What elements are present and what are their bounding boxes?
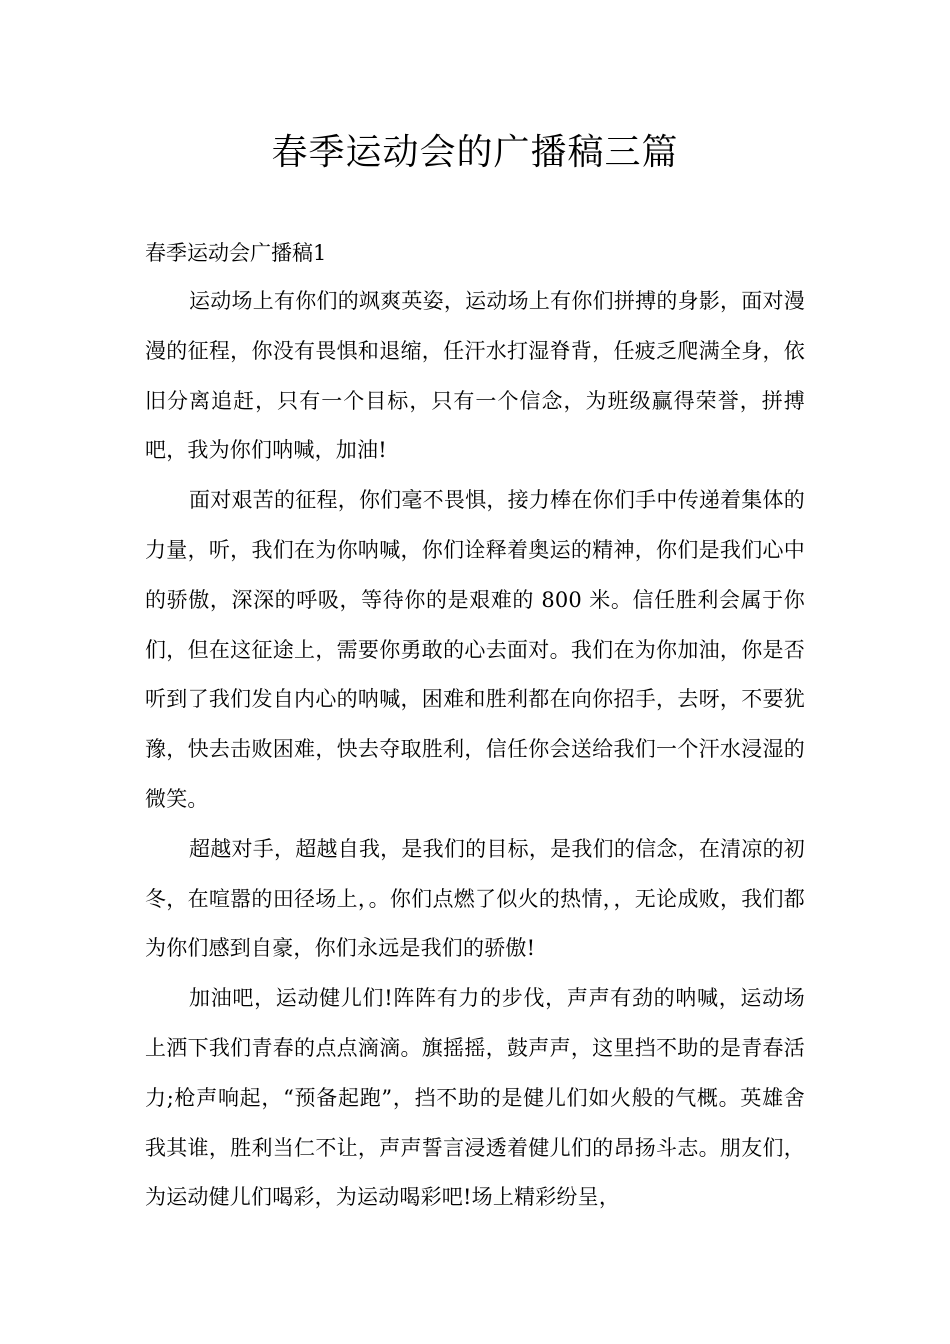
section-heading: 春季运动会广播稿1 (145, 241, 327, 265)
paragraph-2: 面对艰苦的征程，你们毫不畏惧，接力棒在你们手中传递着集体的力量，听，我们在为你呐喊，你们诠释着奥运的精神，你们是我们心中的骄傲，深深的呼吸，等待你的是艰难的 800 米。信任胜利会属于你们，但在这征途上，需要你勇敢的心去面对。我们在为你加油，你是否听到了我们发自内心的呐喊，困难和胜利都在向你招手，去呀，不要犹豫，快去击败困难，快去夺取胜利，信任你会送给我们一个汗水浸湿的微笑。 (145, 488, 805, 811)
document-title: 春季运动会的广播稿三篇 (271, 132, 679, 173)
document-body (145, 232, 805, 1223)
paragraph-3: 超越对手，超越自我，是我们的目标，是我们的信念，在清凉的初冬，在喧嚣的田径场上，。你们点燃了似火的热情，，无论成败，我们都为你们感到自豪，你们永远是我们的骄傲! (145, 836, 805, 961)
paragraph-1: 运动场上有你们的飒爽英姿，运动场上有你们拼搏的身影，面对漫漫的征程，你没有畏惧和退缩，任汗水打湿脊背，任疲乏爬满全身，依旧分离追赶，只有一个目标，只有一个信念，为班级赢得荣誉，拼搏吧，我为你们呐喊，加油! (145, 289, 805, 463)
paragraph-4: 加油吧，运动健儿们!阵阵有力的步伐，声声有劲的呐喊，运动场上洒下我们青春的点点滴滴。旗摇摇，鼓声声，这里挡不助的是青春活力;枪声响起，“预备起跑”，挡不助的是健儿们如火般的气概。英雄舍我其谁，胜利当仁不让，声声誓言浸透着健儿们的昂扬斗志。朋友们，为运动健儿们喝彩，为运动喝彩吧!场上精彩纷呈， (145, 986, 805, 1210)
